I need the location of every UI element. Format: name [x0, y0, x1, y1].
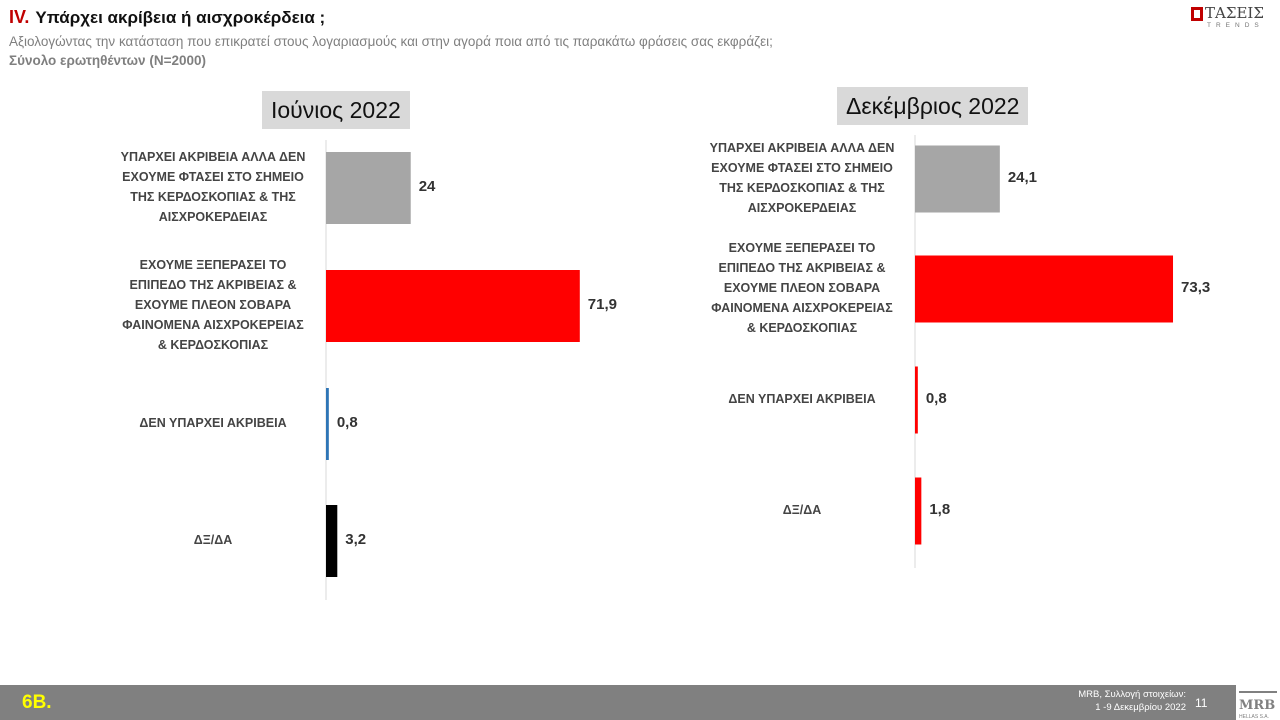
category-line: ΕΧΟΥΜΕ ΞΕΠΕΡΑΣΕΙ ΤΟ [728, 241, 876, 255]
category-label-december-0 [702, 138, 902, 218]
category-label-june-0 [108, 147, 318, 227]
bar-june-2 [326, 388, 329, 460]
category-line: & ΚΕΡΔΟΣΚΟΠΙΑΣ [746, 321, 858, 335]
value-label-june-3: 3,2 [345, 531, 367, 548]
category-line: & ΚΕΡΔΟΣΚΟΠΙΑΣ [157, 338, 269, 352]
mrb-logo-sub: HELLAS S.A. [1239, 714, 1270, 720]
value-label-december-3: 1,8 [929, 501, 951, 518]
bar-june-0 [326, 152, 411, 224]
bar-december-3 [915, 478, 921, 545]
category-label-june-1 [108, 255, 318, 355]
bar-december-2 [915, 367, 918, 434]
category-line: ΑΙΣΧΡΟΚΕΡΔΕΙΑΣ [158, 210, 268, 224]
category-line: ΕΠΙΠΕΔΟ ΤΗΣ ΑΚΡΙΒΕΙΑΣ & [129, 278, 297, 292]
category-line: ΕΧΟΥΜΕ ΦΤΑΣΕΙ ΣΤΟ ΣΗΜΕΙΟ [711, 161, 893, 175]
source-note [1078, 688, 1186, 714]
category-line: ΕΧΟΥΜΕ ΦΤΑΣΕΙ ΣΤΟ ΣΗΜΕΙΟ [122, 170, 304, 184]
category-line: ΔΞ/ΔΑ [193, 533, 233, 547]
category-line: ΕΠΙΠΕΔΟ ΤΗΣ ΑΚΡΙΒΕΙΑΣ & [718, 261, 886, 275]
bar-june-1 [326, 270, 580, 342]
category-label-december-3 [702, 500, 902, 520]
category-line: ΕΧΟΥΜΕ ΞΕΠΕΡΑΣΕΙ ΤΟ [139, 258, 287, 272]
page-number: 11 [1195, 696, 1208, 710]
value-label-june-0: 24 [418, 178, 436, 195]
bar-december-1 [915, 256, 1173, 323]
value-label-june-1: 71,9 [587, 296, 617, 313]
sample-base: Σύνολο ερωτηθέντων (N=2000) [9, 53, 206, 68]
logo-name: ΤΑΣΕΙΣ [1205, 4, 1264, 22]
category-line: ΥΠΑΡΧΕΙ ΑΚΡΙΒΕΙΑ ΑΛΛΑ ΔΕΝ [120, 150, 306, 164]
category-line: ΤΗΣ ΚΕΡΔΟΣΚΟΠΙΑΣ & ΤΗΣ [130, 190, 296, 204]
chart-title-december: Δεκέμβριος 2022 [837, 87, 1028, 125]
value-label-december-2: 0,8 [925, 390, 947, 407]
category-line: ΔΞ/ΔΑ [782, 503, 822, 517]
category-line: ΥΠΑΡΧΕΙ ΑΚΡΙΒΕΙΑ ΑΛΛΑ ΔΕΝ [709, 141, 895, 155]
category-line: ΔΕΝ ΥΠΑΡΧΕΙ ΑΚΡΙΒΕΙΑ [139, 416, 287, 430]
category-line: ΑΙΣΧΡΟΚΕΡΔΕΙΑΣ [747, 201, 857, 215]
source-line-2: 1 -9 Δεκεμβρίου 2022 [1095, 702, 1186, 713]
bar-june-3 [326, 505, 337, 577]
mrb-logo [1236, 685, 1280, 720]
category-line: ΕΧΟΥΜΕ ΠΛΕΟΝ ΣΟΒΑΡΑ [134, 298, 292, 312]
category-line: ΔΕΝ ΥΠΑΡΧΕΙ ΑΚΡΙΒΕΙΑ [728, 392, 876, 406]
bar-december-0 [915, 146, 1000, 213]
mrb-logo-line [1239, 691, 1277, 693]
value-label-june-2: 0,8 [336, 414, 358, 431]
category-line: ΕΧΟΥΜΕ ΠΛΕΟΝ ΣΟΒΑΡΑ [723, 281, 881, 295]
mrb-logo-text: MRB [1239, 698, 1276, 713]
logo-sub: TRENDS [1207, 22, 1264, 29]
source-line-1: MRB, Συλλογή στοιχείων: [1078, 689, 1186, 700]
category-line: ΤΗΣ ΚΕΡΔΟΣΚΟΠΙΑΣ & ΤΗΣ [719, 181, 885, 195]
category-label-december-2 [702, 389, 902, 409]
slide-code: 6B. [22, 692, 52, 713]
title-text: Υπάρχει ακρίβεια ή αισχροκέρδεια ; [35, 8, 326, 27]
chart-title-june: Ιούνιος 2022 [262, 91, 410, 129]
value-label-december-1: 73,3 [1181, 279, 1211, 296]
category-label-december-1 [702, 238, 902, 338]
category-label-june-3 [108, 530, 318, 550]
footer-bar [0, 685, 1280, 720]
question-text: Αξιολογώντας την κατάσταση που επικρατεί στους λογαριασμούς και στην αγορά ποια από τις παρακάτω φράσεις σας εκφράζει; [9, 34, 773, 49]
category-line: ΦΑΙΝΟΜΕΝΑ ΑΙΣΧΡΟΚΕΡΕΙΑΣ [711, 301, 893, 315]
category-line: ΦΑΙΝΟΜΕΝΑ ΑΙΣΧΡΟΚΕΡΕΙΑΣ [122, 318, 304, 332]
section-number: IV. [9, 7, 30, 27]
category-label-june-2 [108, 413, 318, 433]
value-label-december-0: 24,1 [1007, 169, 1038, 186]
